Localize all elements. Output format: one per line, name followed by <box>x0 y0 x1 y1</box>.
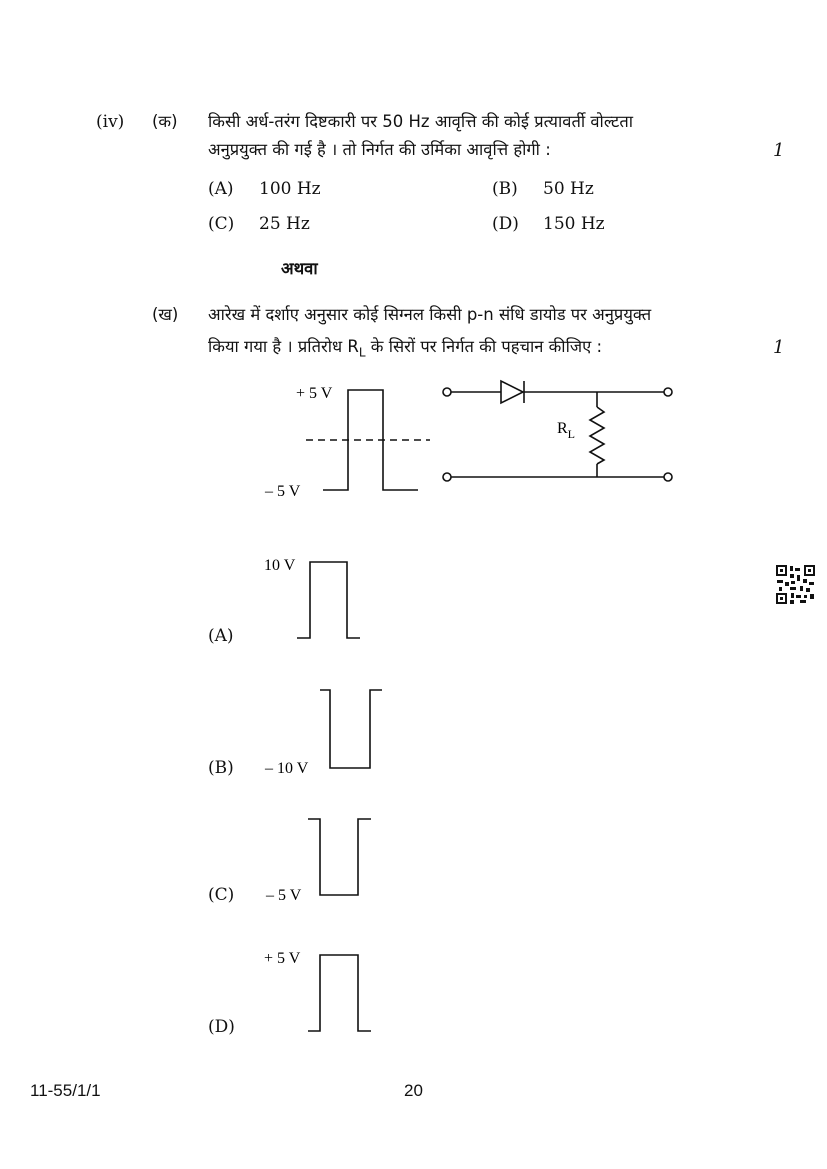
input-minus-label: – 5 V <box>265 483 301 500</box>
option-c-level: – 5 V <box>266 887 302 904</box>
option-d-label: (D) <box>492 214 519 234</box>
part-a-marks: 1 <box>773 140 785 161</box>
part-a-line1: किसी अर्ध-तरंग दिष्टकारी पर 50 Hz आवृत्ति की कोई प्रत्यावर्ती वोल्टता <box>208 112 634 131</box>
part-b-line2-post: के सिरों पर निर्गत की पहचान कीजिए : <box>365 337 603 356</box>
wave-option-a-label: (A) <box>208 626 234 646</box>
question-number: (iv) <box>96 112 125 132</box>
input-plus-label: + 5 V <box>296 385 333 402</box>
option-b-label: (B) <box>492 179 518 199</box>
wave-option-d-label: (D) <box>208 1017 235 1037</box>
part-b-marks: 1 <box>773 337 785 358</box>
option-a-label: (A) <box>208 179 234 199</box>
option-d-text: 150 Hz <box>543 214 605 234</box>
option-d-level: + 5 V <box>264 950 301 967</box>
option-b-waveform <box>320 690 382 768</box>
qr-code-icon <box>776 565 815 604</box>
paper-code: 11-55/1/1 <box>30 1081 101 1100</box>
wave-option-b-label: (B) <box>208 758 234 778</box>
part-b-line2-pre: किया गया है । प्रतिरोध R <box>208 337 359 356</box>
part-b-line2-sub: L <box>358 345 366 360</box>
or-divider: अथवा <box>281 259 318 278</box>
option-d-waveform <box>308 955 371 1031</box>
part-b-label: (ख) <box>152 305 179 324</box>
wave-option-c-label: (C) <box>208 885 235 905</box>
resistor-label-sub: L <box>567 427 576 441</box>
part-a-label: (क) <box>152 112 178 131</box>
resistor-label-main: R <box>557 420 568 437</box>
option-c-label: (C) <box>208 214 235 234</box>
part-a-line2: अनुप्रयुक्त की गई है । तो निर्गत की उर्मिका आवृत्ति होगी : <box>208 140 551 159</box>
option-a-level: 10 V <box>264 557 296 574</box>
option-a-text: 100 Hz <box>259 179 321 199</box>
option-b-text: 50 Hz <box>543 179 594 199</box>
option-c-waveform <box>308 819 371 895</box>
part-b-line1: आरेख में दर्शाए अनुसार कोई सिग्नल किसी p-n संधि डायोड पर अनुप्रयुक्त <box>208 305 652 324</box>
option-a-waveform <box>297 562 360 638</box>
option-c-text: 25 Hz <box>259 214 310 234</box>
input-waveform <box>306 390 430 490</box>
option-b-level: – 10 V <box>265 760 309 777</box>
page-number: 20 <box>404 1081 423 1100</box>
resistor-label <box>557 420 575 441</box>
